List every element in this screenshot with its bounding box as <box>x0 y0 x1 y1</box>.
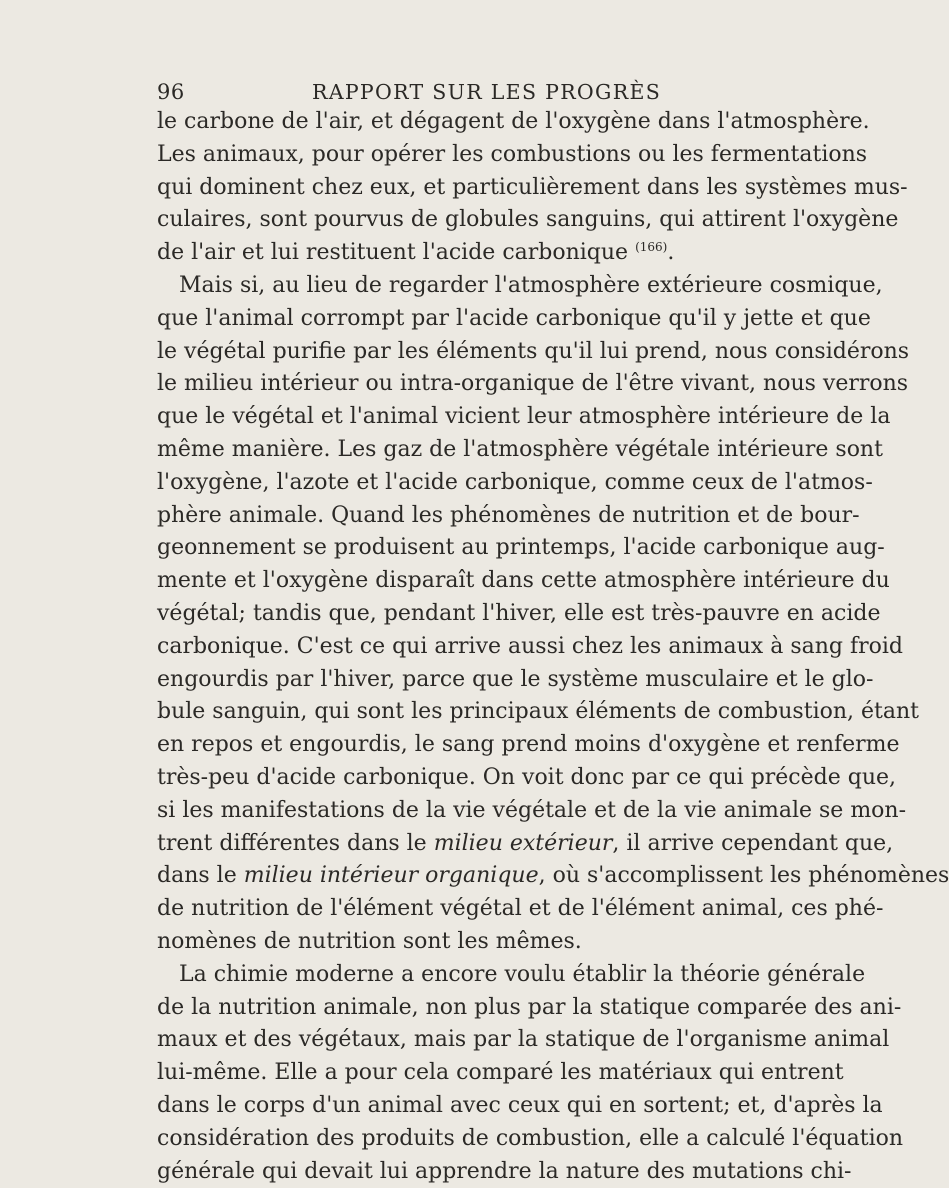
text-line: le milieu intérieur ou intra-organique de l'être vivant, nous verrons <box>157 368 702 401</box>
text-line: maux et des végétaux, mais par la statique de l'organisme animal <box>157 1024 702 1057</box>
text-line <box>157 828 702 861</box>
text-line: qui dominent chez eux, et particulièrement dans les systèmes mus- <box>157 172 702 205</box>
line-punctuation: . <box>667 240 674 265</box>
text-line: de nutrition de l'élément végétal et de l'élément animal, ces phé- <box>157 893 702 926</box>
text-line: le végétal purifie par les éléments qu'il lui prend, nous considérons <box>157 336 702 369</box>
page-number: 96 <box>157 80 185 104</box>
text-line: végétal; tandis que, pendant l'hiver, elle est très-pauvre en acide <box>157 598 702 631</box>
text-line: en repos et engourdis, le sang prend moins d'oxygène et renferme <box>157 729 702 762</box>
footnote-reference: (166) <box>635 240 667 254</box>
text-line: phère animale. Quand les phénomènes de nutrition et de bour- <box>157 500 702 533</box>
line-text: , il arrive cependant que, <box>612 831 893 856</box>
text-line <box>157 860 702 893</box>
text-line: engourdis par l'hiver, parce que le système musculaire et le glo- <box>157 664 702 697</box>
text-line: générale qui devait lui apprendre la nature des mutations chi- <box>157 1156 702 1188</box>
text-line: Les animaux, pour opérer les combustions ou les fermentations <box>157 139 702 172</box>
text-line: le carbone de l'air, et dégagent de l'oxygène dans l'atmosphère. <box>157 106 702 139</box>
text-line: bule sanguin, qui sont les principaux éléments de combustion, étant <box>157 696 702 729</box>
text-line: considération des produits de combustion, elle a calculé l'équation <box>157 1123 702 1156</box>
running-title: RAPPORT SUR LES PROGRÈS <box>312 80 661 104</box>
page-header <box>157 74 700 108</box>
text-line: même manière. Les gaz de l'atmosphère végétale intérieure sont <box>157 434 702 467</box>
line-text: dans le <box>157 863 244 888</box>
italic-term: milieu extérieur <box>434 831 613 856</box>
text-line: carbonique. C'est ce qui arrive aussi chez les animaux à sang froid <box>157 631 702 664</box>
text-line: Mais si, au lieu de regarder l'atmosphère extérieure cosmique, <box>157 270 702 303</box>
body-text <box>157 106 702 1188</box>
text-line: dans le corps d'un animal avec ceux qui en sortent; et, d'après la <box>157 1090 702 1123</box>
italic-term: milieu intérieur organique <box>244 863 539 888</box>
text-line: l'oxygène, l'azote et l'acide carbonique, comme ceux de l'atmos- <box>157 467 702 500</box>
line-text: , où s'accomplissent les phénomènes <box>539 863 949 888</box>
text-line: que le végétal et l'animal vicient leur atmosphère intérieure de la <box>157 401 702 434</box>
text-line: de la nutrition animale, non plus par la statique comparée des ani- <box>157 992 702 1025</box>
text-line: culaires, sont pourvus de globules sanguins, qui attirent l'oxygène <box>157 204 702 237</box>
line-text: de l'air et lui restituent l'acide carbonique <box>157 240 628 265</box>
text-line: que l'animal corrompt par l'acide carbonique qu'il y jette et que <box>157 303 702 336</box>
line-text: trent différentes dans le <box>157 831 434 856</box>
text-line: geonnement se produisent au printemps, l'acide carbonique aug- <box>157 532 702 565</box>
text-line: nomènes de nutrition sont les mêmes. <box>157 926 702 959</box>
text-line: mente et l'oxygène disparaît dans cette atmosphère intérieure du <box>157 565 702 598</box>
text-line: si les manifestations de la vie végétale et de la vie animale se mon- <box>157 795 702 828</box>
text-line: lui-même. Elle a pour cela comparé les matériaux qui entrent <box>157 1057 702 1090</box>
text-line: La chimie moderne a encore voulu établir la théorie générale <box>157 959 702 992</box>
text-line <box>157 237 702 270</box>
text-line: très-peu d'acide carbonique. On voit donc par ce qui précède que, <box>157 762 702 795</box>
